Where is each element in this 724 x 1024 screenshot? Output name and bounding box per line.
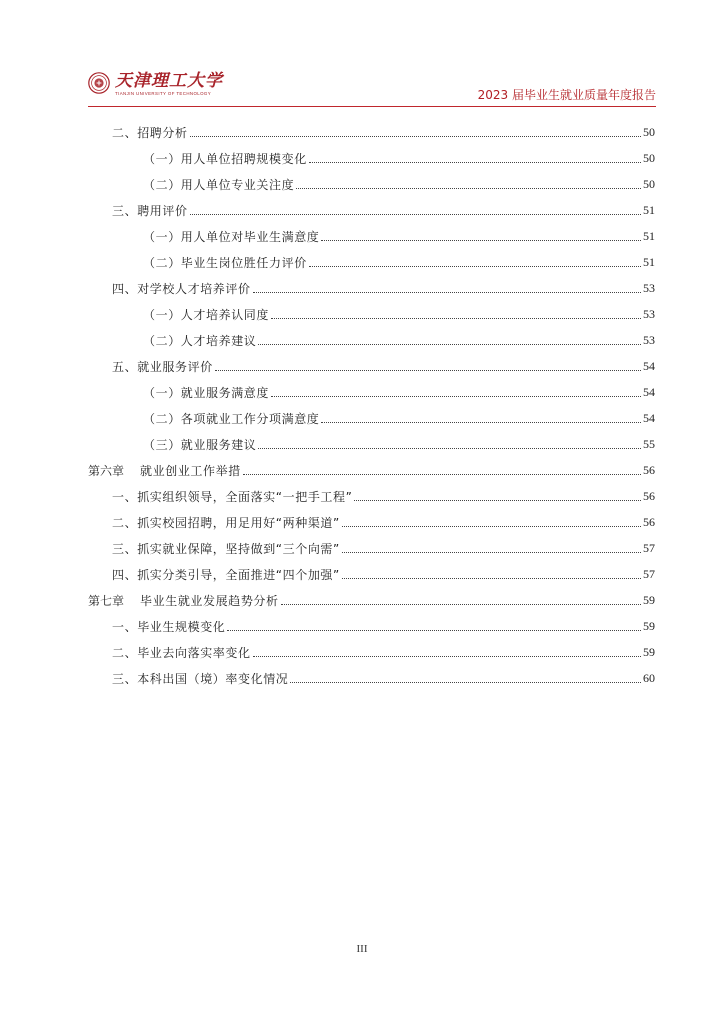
page-header bbox=[88, 72, 656, 104]
toc-entry-title: 一、毕业生规模变化 bbox=[112, 619, 226, 634]
toc-entry[interactable] bbox=[88, 483, 655, 509]
toc-page-number: 53 bbox=[643, 306, 655, 321]
toc-page-number: 54 bbox=[643, 410, 655, 425]
toc-entry[interactable] bbox=[88, 171, 655, 197]
table-of-contents bbox=[88, 119, 655, 691]
toc-page-number: 59 bbox=[643, 644, 655, 659]
toc-entry[interactable] bbox=[88, 535, 655, 561]
toc-page-number: 50 bbox=[643, 124, 655, 139]
toc-entry-title: 就业创业工作举措 bbox=[140, 463, 241, 478]
toc-entry[interactable] bbox=[88, 327, 655, 353]
toc-page-number: 53 bbox=[643, 332, 655, 347]
toc-dot-leader bbox=[309, 266, 641, 267]
logo-english-name: TIANJIN UNIVERSITY OF TECHNOLOGY bbox=[115, 91, 212, 96]
toc-dot-leader bbox=[253, 292, 641, 293]
toc-entry-title: （二）人才培养建议 bbox=[143, 333, 257, 348]
toc-page-number: 57 bbox=[643, 540, 655, 555]
toc-entry-title: 二、招聘分析 bbox=[112, 125, 188, 140]
toc-dot-leader bbox=[342, 552, 641, 553]
toc-page-number: 56 bbox=[643, 462, 655, 477]
toc-page-number: 50 bbox=[643, 150, 655, 165]
toc-entry-title: 二、抓实校园招聘，用足用好“两种渠道” bbox=[112, 515, 340, 530]
toc-entry-title: （二）毕业生岗位胜任力评价 bbox=[143, 255, 307, 270]
report-title: 2023 届毕业生就业质量年度报告 bbox=[477, 88, 656, 102]
toc-entry-title: 五、就业服务评价 bbox=[112, 359, 213, 374]
toc-entry-title: （三）就业服务建议 bbox=[143, 437, 257, 452]
toc-dot-leader bbox=[290, 682, 641, 683]
toc-dot-leader bbox=[342, 526, 641, 527]
toc-entry[interactable] bbox=[88, 561, 655, 587]
toc-dot-leader bbox=[215, 370, 641, 371]
toc-entry-title: （二）用人单位专业关注度 bbox=[143, 177, 295, 192]
toc-entry[interactable] bbox=[88, 587, 655, 613]
toc-entry[interactable] bbox=[88, 249, 655, 275]
toc-page-number: 60 bbox=[643, 670, 655, 685]
toc-dot-leader bbox=[243, 474, 641, 475]
toc-dot-leader bbox=[190, 136, 641, 137]
toc-entry-title: （二）各项就业工作分项满意度 bbox=[143, 411, 320, 426]
toc-entry[interactable] bbox=[88, 379, 655, 405]
university-logo bbox=[88, 72, 223, 97]
toc-entry-title: 二、毕业去向落实率变化 bbox=[112, 645, 251, 660]
toc-dot-leader bbox=[354, 500, 641, 501]
toc-entry[interactable] bbox=[88, 223, 655, 249]
toc-dot-leader bbox=[253, 656, 641, 657]
toc-chapter-number: 第六章 bbox=[88, 463, 125, 478]
toc-page-number: 51 bbox=[643, 202, 655, 217]
toc-entry-title: 三、聘用评价 bbox=[112, 203, 188, 218]
toc-entry-title: 三、抓实就业保障，坚持做到“三个向需” bbox=[112, 541, 340, 556]
toc-dot-leader bbox=[321, 240, 641, 241]
toc-page-number: 54 bbox=[643, 358, 655, 373]
toc-dot-leader bbox=[309, 162, 641, 163]
toc-entry-title: （一）用人单位对毕业生满意度 bbox=[143, 229, 320, 244]
toc-entry[interactable] bbox=[88, 275, 655, 301]
toc-entry-title: 毕业生就业发展趋势分析 bbox=[140, 593, 279, 608]
toc-entry[interactable] bbox=[88, 119, 655, 145]
toc-entry-title: 一、抓实组织领导，全面落实“一把手工程” bbox=[112, 489, 353, 504]
toc-page-number: 56 bbox=[643, 514, 655, 529]
toc-entry-title: 四、抓实分类引导，全面推进“四个加强” bbox=[112, 567, 340, 582]
toc-page-number: 51 bbox=[643, 228, 655, 243]
toc-page-number: 55 bbox=[643, 436, 655, 451]
toc-entry-title: （一）就业服务满意度 bbox=[143, 385, 270, 400]
toc-page-number: 59 bbox=[643, 592, 655, 607]
toc-entry[interactable] bbox=[88, 457, 655, 483]
toc-dot-leader bbox=[321, 422, 641, 423]
toc-dot-leader bbox=[342, 578, 641, 579]
toc-entry[interactable] bbox=[88, 353, 655, 379]
toc-entry[interactable] bbox=[88, 301, 655, 327]
toc-entry[interactable] bbox=[88, 613, 655, 639]
toc-page-number: 54 bbox=[643, 384, 655, 399]
toc-dot-leader bbox=[296, 188, 641, 189]
page-number: III bbox=[356, 943, 368, 955]
toc-entry[interactable] bbox=[88, 197, 655, 223]
toc-entry-title: （一）人才培养认同度 bbox=[143, 307, 270, 322]
toc-dot-leader bbox=[281, 604, 641, 605]
toc-dot-leader bbox=[271, 396, 641, 397]
toc-page-number: 50 bbox=[643, 176, 655, 191]
toc-page-number: 56 bbox=[643, 488, 655, 503]
toc-dot-leader bbox=[190, 214, 641, 215]
toc-dot-leader bbox=[258, 448, 641, 449]
toc-page-number: 57 bbox=[643, 566, 655, 581]
logo-chinese-name: 天津理工大学 bbox=[115, 71, 223, 91]
toc-entry[interactable] bbox=[88, 145, 655, 171]
toc-page-number: 53 bbox=[643, 280, 655, 295]
toc-entry[interactable] bbox=[88, 509, 655, 535]
university-seal-icon bbox=[88, 72, 110, 94]
header-divider bbox=[88, 106, 656, 107]
toc-entry[interactable] bbox=[88, 665, 655, 691]
toc-page-number: 51 bbox=[643, 254, 655, 269]
toc-page-number: 59 bbox=[643, 618, 655, 633]
toc-dot-leader bbox=[227, 630, 641, 631]
toc-entry-title: 三、本科出国（境）率变化情况 bbox=[112, 671, 289, 686]
toc-entry[interactable] bbox=[88, 431, 655, 457]
toc-entry[interactable] bbox=[88, 405, 655, 431]
toc-entry-title: （一）用人单位招聘规模变化 bbox=[143, 151, 307, 166]
toc-chapter-number: 第七章 bbox=[88, 593, 125, 608]
toc-dot-leader bbox=[258, 344, 641, 345]
toc-dot-leader bbox=[271, 318, 641, 319]
toc-entry-title: 四、对学校人才培养评价 bbox=[112, 281, 251, 296]
toc-entry[interactable] bbox=[88, 639, 655, 665]
